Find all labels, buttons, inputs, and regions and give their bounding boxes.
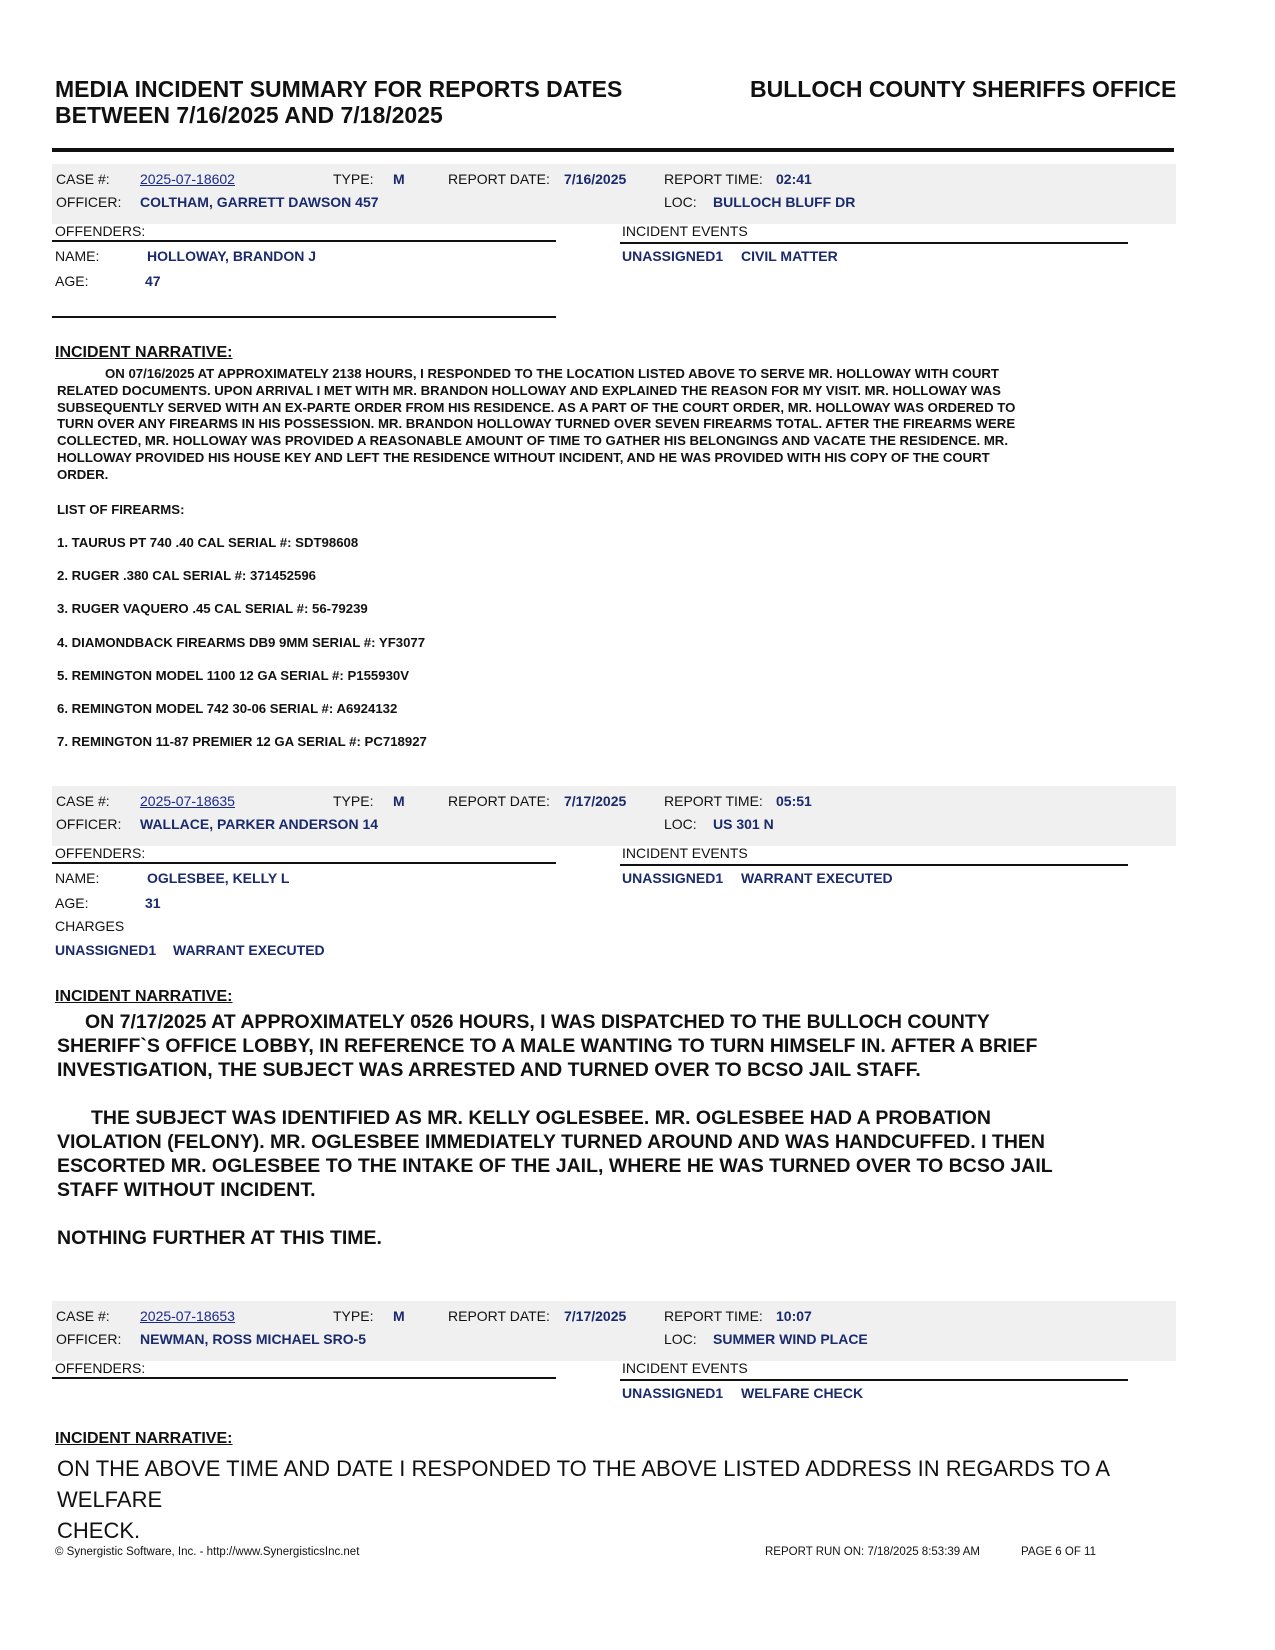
age-label: AGE: (55, 273, 89, 289)
offender-age: 47 (145, 273, 161, 289)
firearm-item: 2. RUGER .380 CAL SERIAL #: 371452596 (57, 568, 316, 583)
loc-label: LOC: (664, 816, 697, 832)
report-date-value: 7/16/2025 (564, 171, 627, 187)
event-description: WARRANT EXECUTED (741, 870, 893, 886)
firearm-item: 6. REMINGTON MODEL 742 30-06 SERIAL #: A6924132 (57, 701, 398, 716)
offenders-label: OFFENDERS: (55, 1360, 146, 1376)
incident-events-label: INCIDENT EVENTS (622, 223, 748, 239)
narrative-line: SUBSEQUENTLY SERVED WITH AN EX-PARTE ORDER FROM HIS RESIDENCE. AS A PART OF THE COURT ORDER, MR. HOLLOWAY WAS ORDERED TO (57, 399, 1016, 415)
narrative-line: INVESTIGATION, THE SUBJECT WAS ARRESTED AND TURNED OVER TO BCSO JAIL STAFF. (57, 1059, 921, 1081)
narrative-line: THE SUBJECT WAS IDENTIFIED AS MR. KELLY OGLESBEE. MR. OGLESBEE HAD A PROBATION (91, 1107, 991, 1129)
incident-events-label: INCIDENT EVENTS (622, 845, 748, 861)
officer-value: COLTHAM, GARRETT DAWSON 457 (140, 194, 379, 210)
narrative-line: STAFF WITHOUT INCIDENT. (57, 1179, 316, 1201)
event-description: WELFARE CHECK (741, 1385, 864, 1401)
report-title-line1: MEDIA INCIDENT SUMMARY FOR REPORTS DATES (55, 76, 623, 102)
case-label: CASE #: (56, 793, 110, 809)
type-label: TYPE: (333, 793, 374, 809)
officer-label: OFFICER: (56, 1331, 122, 1347)
report-date-label: REPORT DATE: (448, 793, 550, 809)
type-value: M (393, 1308, 405, 1324)
event-description: CIVIL MATTER (741, 248, 838, 264)
narrative-line: ON THE ABOVE TIME AND DATE I RESPONDED TO THE ABOVE LISTED ADDRESS IN REGARDS TO A WELFARE (57, 1456, 1109, 1512)
firearm-item: 1. TAURUS PT 740 .40 CAL SERIAL #: SDT98608 (57, 535, 359, 550)
officer-label: OFFICER: (56, 816, 122, 832)
name-label: NAME: (55, 248, 100, 264)
narrative-line: VIOLATION (FELONY). MR. OGLESBEE IMMEDIATELY TURNED AROUND AND WAS HANDCUFFED. I THEN (57, 1131, 1046, 1153)
narrative-line: NOTHING FURTHER AT THIS TIME. (57, 1227, 382, 1249)
event-code: UNASSIGNED1 (622, 870, 724, 886)
loc-label: LOC: (664, 194, 697, 210)
offenders-divider (52, 862, 556, 864)
narrative-line: TURN OVER ANY FIREARMS IN HIS POSSESSION. MR. BRANDON HOLLOWAY TURNED OVER SEVEN FIREARMS TOTAL. AFTER THE FIREARMS WERE (57, 416, 1016, 432)
incident-narrative (57, 1010, 1177, 1250)
case-number-link[interactable]: 2025-07-18602 (140, 171, 235, 187)
incident-events-label: INCIDENT EVENTS (622, 1360, 748, 1376)
report-date-value: 7/17/2025 (564, 1308, 627, 1324)
officer-label: OFFICER: (56, 194, 122, 210)
report-time-label: REPORT TIME: (664, 793, 763, 809)
incident-narrative (57, 1453, 1177, 1546)
offender-age: 31 (145, 895, 161, 911)
footer-report-run: REPORT RUN ON: 7/18/2025 8:53:39 AM (765, 1546, 980, 1558)
case-label: CASE #: (56, 171, 110, 187)
footer-copyright: © Synergistic Software, Inc. - http://www.SynergisticsInc.net (55, 1546, 360, 1558)
narrative-line: HOLLOWAY PROVIDED HIS HOUSE KEY AND LEFT THE RESIDENCE WITHOUT INCIDENT, AND HE WAS PROVIDED WITH HIS COPY OF THE COURT (57, 449, 990, 465)
header-divider (52, 148, 1174, 152)
report-date-label: REPORT DATE: (448, 1308, 550, 1324)
offender-name: OGLESBEE, KELLY L (147, 870, 290, 886)
offenders-label: OFFENDERS: (55, 223, 146, 239)
type-value: M (393, 793, 405, 809)
event-code: UNASSIGNED1 (622, 1385, 724, 1401)
firearm-item: 5. REMINGTON MODEL 1100 12 GA SERIAL #: P155930V (57, 668, 410, 683)
report-time-label: REPORT TIME: (664, 1308, 763, 1324)
report-time-label: REPORT TIME: (664, 171, 763, 187)
type-label: TYPE: (333, 171, 374, 187)
offender-block-divider (52, 316, 556, 318)
name-label: NAME: (55, 870, 100, 886)
case-number-link[interactable]: 2025-07-18635 (140, 793, 235, 809)
report-date-value: 7/17/2025 (564, 793, 627, 809)
incident-events-divider (620, 864, 1128, 866)
offenders-divider (52, 240, 556, 242)
firearms-heading: LIST OF FIREARMS: (57, 502, 185, 517)
narrative-line: ESCORTED MR. OGLESBEE TO THE INTAKE OF THE JAIL, WHERE HE WAS TURNED OVER TO BCSO JAIL (57, 1155, 1053, 1177)
narrative-line: SHERIFF`S OFFICE LOBBY, IN REFERENCE TO A MALE WANTING TO TURN HIMSELF IN. AFTER A BRIEF (57, 1035, 1038, 1057)
offender-name: HOLLOWAY, BRANDON J (147, 248, 317, 264)
footer-page-number: PAGE 6 OF 11 (1021, 1546, 1096, 1558)
charges-label: CHARGES (55, 918, 125, 934)
incident-narrative-heading: INCIDENT NARRATIVE: (55, 988, 233, 1005)
incident-events-divider (620, 1379, 1128, 1381)
incident-narrative-heading: INCIDENT NARRATIVE: (55, 344, 233, 361)
incident-narrative (57, 366, 1177, 484)
case-number-link[interactable]: 2025-07-18653 (140, 1308, 235, 1324)
event-code: UNASSIGNED1 (622, 248, 724, 264)
offenders-label: OFFENDERS: (55, 845, 146, 861)
report-time-value: 05:51 (776, 793, 812, 809)
incident-narrative-heading: INCIDENT NARRATIVE: (55, 1430, 233, 1447)
narrative-line: RELATED DOCUMENTS. UPON ARRIVAL I MET WITH MR. BRANDON HOLLOWAY AND EXPLAINED THE REASON FOR MY VISIT. MR. HOLLOWAY WAS (57, 382, 1001, 398)
report-time-value: 02:41 (776, 171, 812, 187)
firearm-item: 3. RUGER VAQUERO .45 CAL SERIAL #: 56-79239 (57, 601, 368, 616)
age-label: AGE: (55, 895, 89, 911)
report-title-line2: BETWEEN 7/16/2025 AND 7/18/2025 (55, 102, 443, 128)
narrative-line: CHECK. (57, 1518, 141, 1543)
charge-code: UNASSIGNED1 (55, 942, 157, 958)
loc-label: LOC: (664, 1331, 697, 1347)
offenders-divider (52, 1377, 556, 1379)
report-title (55, 76, 622, 128)
loc-value: SUMMER WIND PLACE (713, 1331, 868, 1347)
narrative-line: COLLECTED, MR. HOLLOWAY WAS PROVIDED A REASONABLE AMOUNT OF TIME TO GATHER HIS BELONGINGS AND VACATE THE RESIDENCE. MR. (57, 433, 1008, 449)
report-date-label: REPORT DATE: (448, 171, 550, 187)
report-time-value: 10:07 (776, 1308, 812, 1324)
officer-value: WALLACE, PARKER ANDERSON 14 (140, 816, 379, 832)
agency-name: BULLOCH COUNTY SHERIFFS OFFICE (750, 76, 1177, 102)
narrative-line: ON 7/17/2025 AT APPROXIMATELY 0526 HOURS, I WAS DISPATCHED TO THE BULLOCH COUNTY (85, 1011, 990, 1033)
case-label: CASE #: (56, 1308, 110, 1324)
charge-description: WARRANT EXECUTED (173, 942, 325, 958)
type-label: TYPE: (333, 1308, 374, 1324)
loc-value: BULLOCH BLUFF DR (713, 194, 856, 210)
type-value: M (393, 171, 405, 187)
narrative-line: ON 07/16/2025 AT APPROXIMATELY 2138 HOURS, I RESPONDED TO THE LOCATION LISTED ABOVE TO SERVE MR. HOLLOWAY WITH COURT (105, 366, 999, 381)
firearm-item: 4. DIAMONDBACK FIREARMS DB9 9MM SERIAL #: YF3077 (57, 635, 426, 650)
officer-value: NEWMAN, ROSS MICHAEL SRO-5 (140, 1331, 367, 1347)
narrative-line: ORDER. (57, 466, 109, 482)
loc-value: US 301 N (713, 816, 774, 832)
incident-events-divider (620, 242, 1128, 244)
firearm-item: 7. REMINGTON 11-87 PREMIER 12 GA SERIAL #: PC718927 (57, 734, 427, 749)
